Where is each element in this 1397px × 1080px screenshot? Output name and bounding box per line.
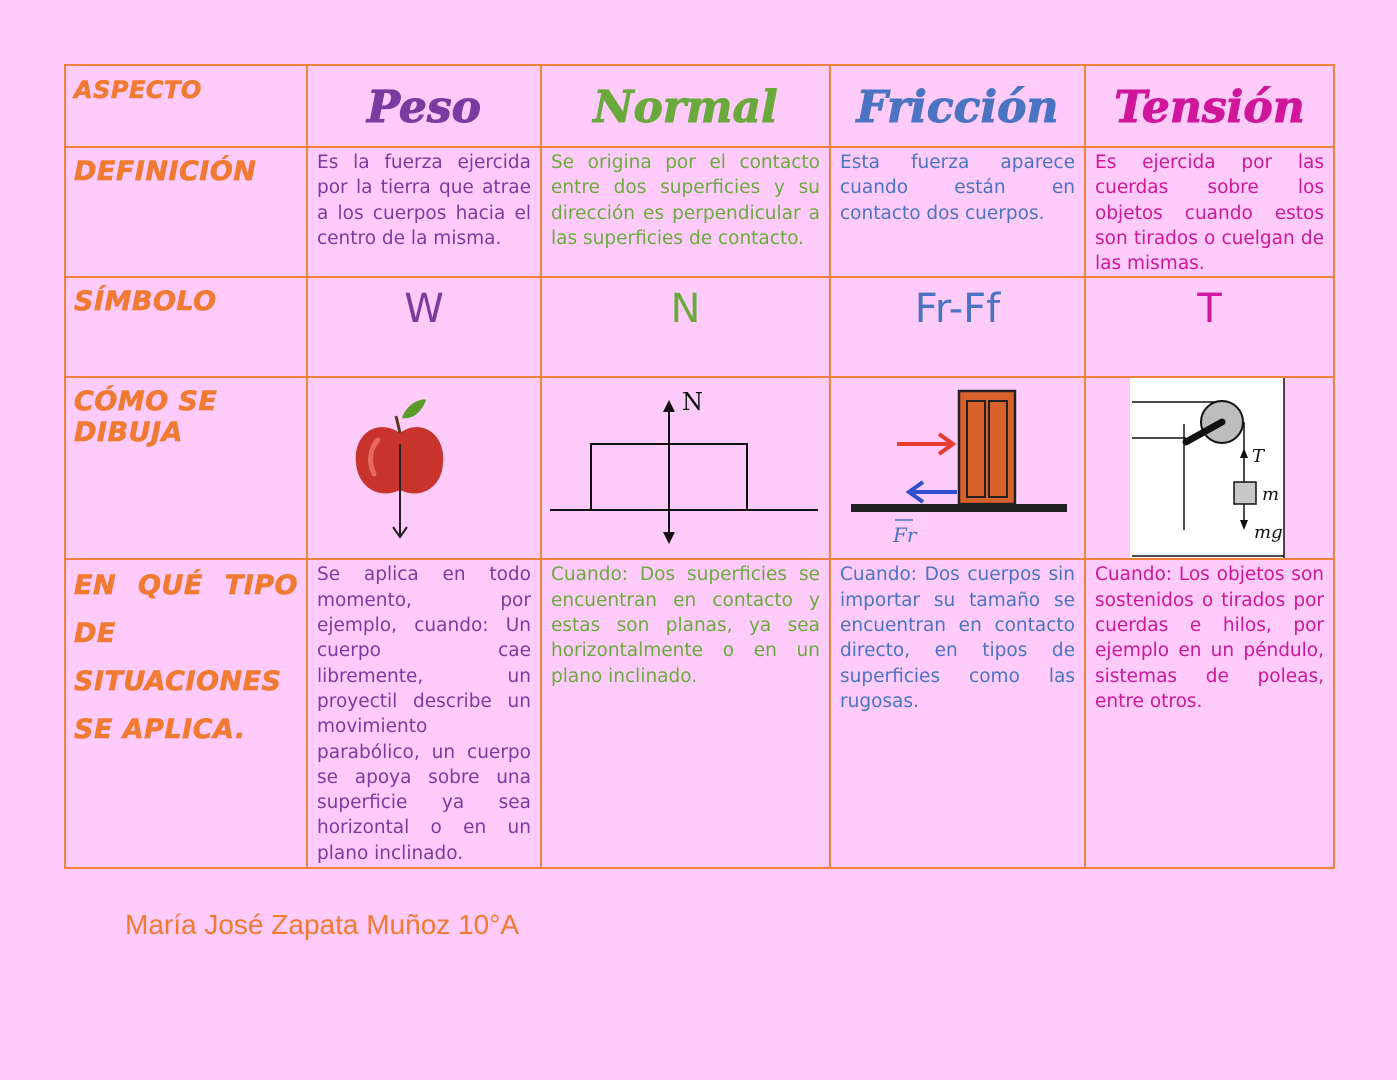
definition-row [65, 147, 1334, 277]
tension-situations: Cuando: Los objetos son sostenidos o tirados por cuerdas e hilos, por ejemplo en un péndulo, sistemas de poleas, entre otros. [1095, 564, 1324, 712]
normal-label: N [682, 388, 703, 417]
situations-row [65, 559, 1334, 868]
drawing-header: CÓMO SE DIBUJA [74, 386, 218, 449]
normal-title: Normal [593, 82, 778, 133]
tension-symbol: T [1197, 286, 1222, 333]
peso-definition: Es la fuerza ejercida por la tierra que atrae a los cuerpos hacia el centro de la misma. [317, 152, 531, 249]
tension-symbol-cell [1085, 277, 1334, 377]
author-name: María José Zapata Muñoz 10°A [125, 909, 520, 940]
friction-label: Fr [893, 523, 917, 548]
tension-title: Tensión [1114, 82, 1305, 133]
symbol-header: SÍMBOLO [74, 286, 217, 318]
mass-block [1234, 482, 1256, 504]
friccion-header-cell [830, 65, 1085, 147]
normal-situations: Cuando: Dos superficies se encuentran en contacto y estas son planas, ya sea horizontalmente o en un plano inclinado. [551, 564, 820, 687]
peso-symbol-cell [307, 277, 541, 377]
normal-situations-cell [541, 559, 830, 868]
normal-symbol-cell [541, 277, 830, 377]
comparison-table [64, 64, 1335, 869]
peso-header-cell [307, 65, 541, 147]
symbol-header-cell [65, 277, 307, 377]
drawing-header-cell [65, 377, 307, 559]
weight-label: mg [1254, 522, 1283, 544]
definition-header: DEFINICIÓN [74, 156, 257, 187]
normal-symbol: N [670, 286, 701, 333]
tension-drawing-cell [1085, 377, 1334, 559]
peso-title: Peso [366, 82, 482, 133]
tension-label: T [1252, 446, 1265, 468]
normal-drawing-cell [541, 377, 830, 559]
mass-label: m [1262, 484, 1280, 506]
situations-header-cell [65, 559, 307, 868]
peso-drawing-cell [307, 377, 541, 559]
peso-situations: Se aplica en todo momento, por ejemplo, cuando: Un cuerpo cae libremente, un proyectil describe un movimiento parabólico, un cuerpo se apoya sobre una superficie ya sea horizontal o en un plano inclinado. [317, 564, 531, 864]
normal-definition: Se origina por el contacto entre dos superficies y su dirección es perpendicular a las superficies de contacto. [551, 152, 820, 249]
friccion-definition: Esta fuerza aparece cuando están en contacto dos cuerpos. [840, 152, 1075, 224]
normal-definition-cell [541, 147, 830, 277]
friccion-situations-cell [830, 559, 1085, 868]
definition-header-cell [65, 147, 307, 277]
leaf-icon [402, 400, 426, 419]
symbol-row [65, 277, 1334, 377]
friccion-title: Fricción [856, 82, 1059, 133]
peso-situations-cell [307, 559, 541, 868]
tension-definition-cell [1085, 147, 1334, 277]
tension-situations-cell [1085, 559, 1334, 868]
friccion-situations: Cuando: Dos cuerpos sin importar su tamaño se encuentran en contacto directo, en tipos de superficies como las rugosas. [840, 564, 1075, 712]
drawing-row [65, 377, 1334, 559]
apple-weight-illustration [308, 378, 541, 559]
tension-definition: Es ejercida por las cuerdas sobre los objetos cuando estos son tirados o cuelgan de las mismas. [1095, 152, 1324, 275]
normal-force-illustration [542, 378, 830, 559]
tension-illustration [1086, 378, 1334, 559]
aspect-header-cell [65, 65, 307, 147]
friccion-symbol-cell [830, 277, 1085, 377]
tension-header-cell [1085, 65, 1334, 147]
peso-definition-cell [307, 147, 541, 277]
header-row [65, 65, 1334, 147]
situations-header: EN QUÉ TIPO DE SITUACIONES SE APLICA. [74, 570, 298, 746]
friccion-drawing-cell [830, 377, 1085, 559]
peso-symbol: W [404, 286, 444, 333]
friction-illustration [831, 378, 1085, 559]
normal-header-cell [541, 65, 830, 147]
friccion-symbol: Fr-Ff [914, 286, 1001, 333]
aspect-header: ASPECTO [74, 76, 202, 104]
friccion-definition-cell [830, 147, 1085, 277]
